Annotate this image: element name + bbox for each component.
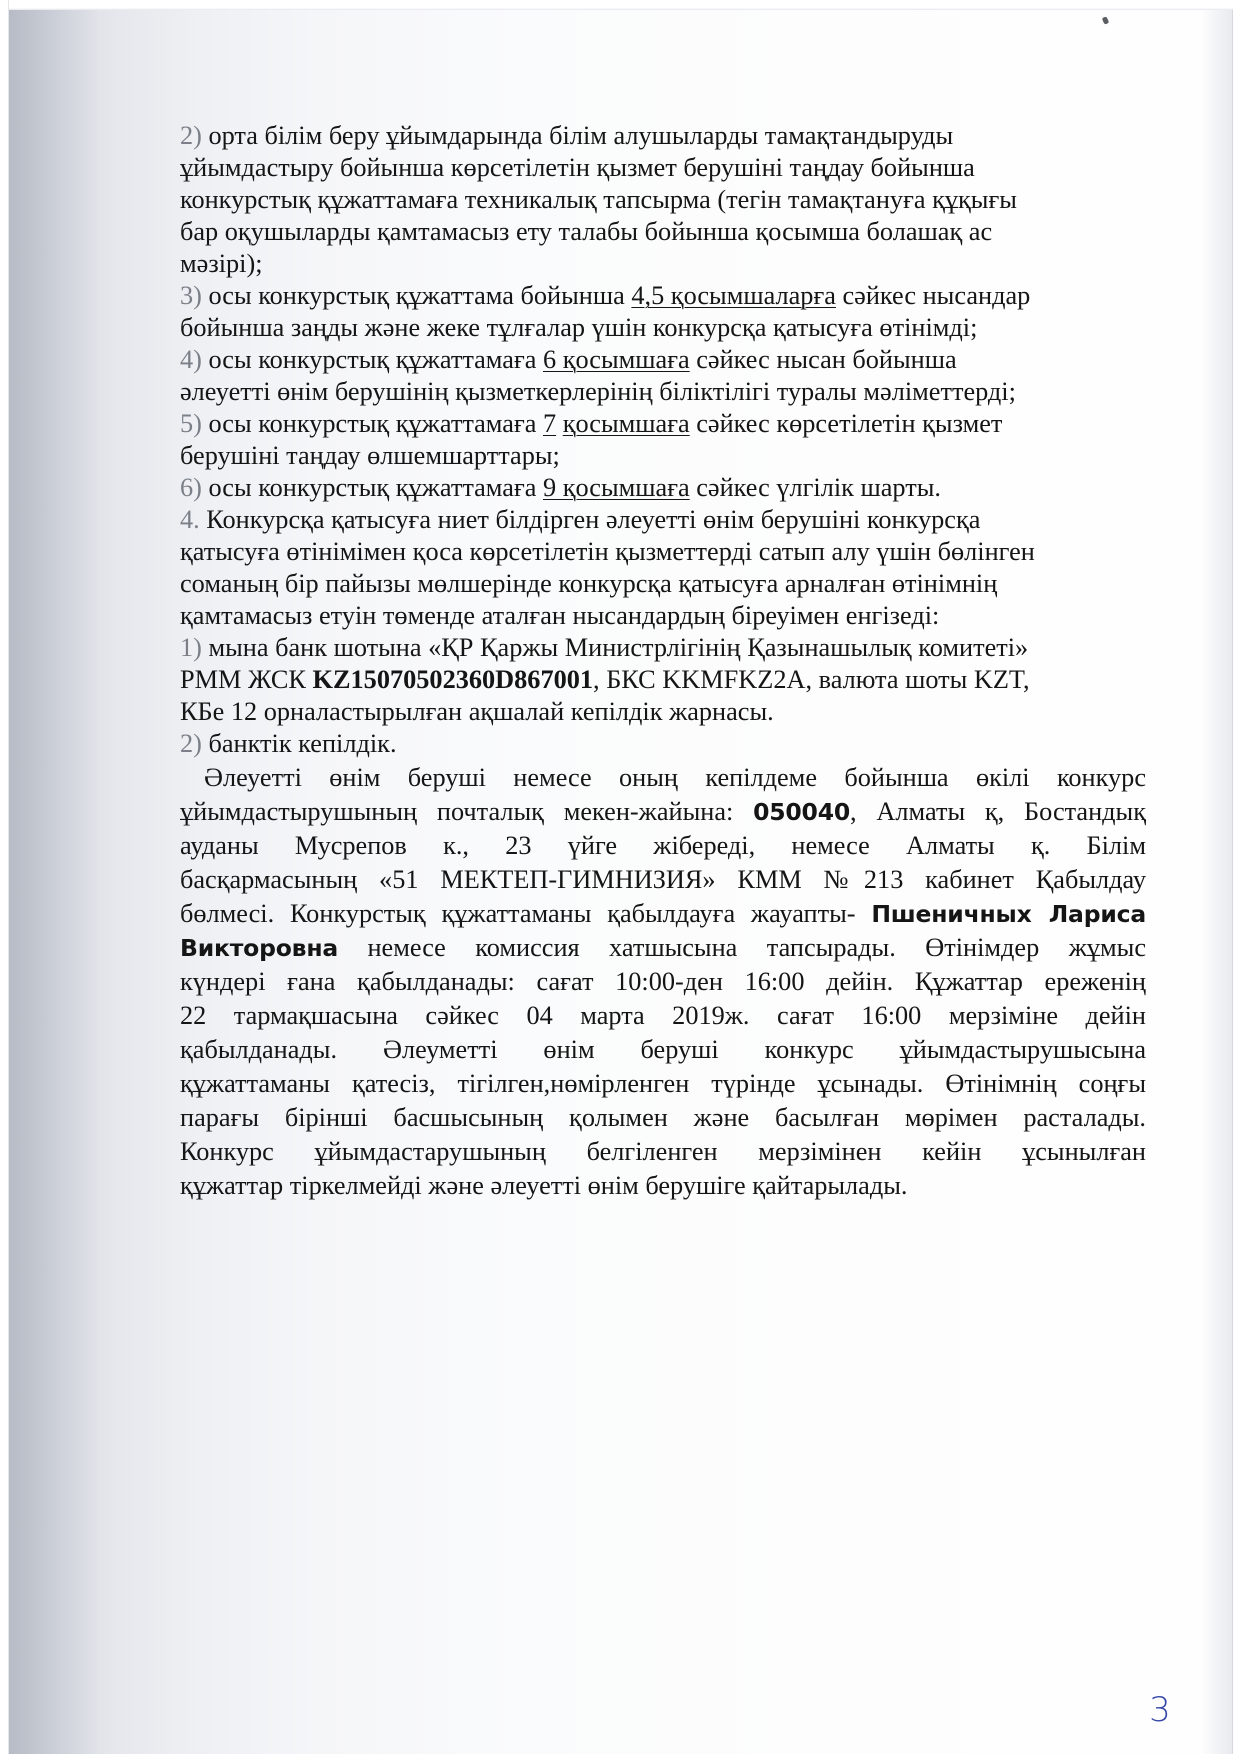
text-line: соманың бір пайызы мөлшерінде конкурсқа қатысуға арналған өтінімнің xyxy=(180,569,998,598)
text-line: қамтамасыз етуін төменде аталған нысандардың біреуімен енгізеді: xyxy=(180,601,940,630)
text-line: 3) осы конкурстық құжаттама бойынша 4,5 қосымшаларға сәйкес нысандар xyxy=(180,281,1031,310)
text-line: құжаттаманы қатесіз, тігілген,нөмірленген түрінде ұсынады. Өтінімнің соңғы xyxy=(180,1069,1146,1098)
text-line: басқармасының «51 МЕКТЕП-ГИМНИЗИЯ» КММ №213 кабинет Қабылдау xyxy=(180,865,1146,894)
list-number: 5) xyxy=(180,409,202,438)
text-line: 2) орта білім беру ұйымдарында білім алушыларды тамақтандыруды xyxy=(180,121,954,150)
page-right-edge xyxy=(1232,10,1240,1754)
list-number: 1) xyxy=(180,633,202,662)
handwritten-page-number: 3 xyxy=(1149,1690,1171,1730)
appendix-reference: 9 қосымшаға xyxy=(542,473,690,502)
list-number: 2) xyxy=(180,729,202,758)
text-line: конкурстық құжаттамаға техникалық тапсырма (тегін тамақтануға құқығы xyxy=(180,185,1017,214)
responsible-person: Викторовна xyxy=(180,934,339,962)
text-line: 1) мына банк шотына «ҚР Қаржы Министрлігінің Қазынашылық комитеті» xyxy=(180,633,1029,662)
list-number: 6) xyxy=(180,473,202,502)
list-number: 4) xyxy=(180,345,202,374)
binding-shadow xyxy=(9,10,99,1754)
account-number: KZ15070502360D867001 xyxy=(312,665,594,694)
text-line: Әлеуетті өнім беруші немесе оның кепілдеме бойынша өкілі конкурс xyxy=(204,763,1146,792)
postal-code: 050040 xyxy=(753,798,851,826)
text-line: Конкурс ұйымдастарушының белгіленген мерзімінен кейін ұсынылған xyxy=(180,1137,1146,1166)
text-line: 5) осы конкурстық құжаттамаға 7 қосымшаға сәйкес көрсетілетін қызмет xyxy=(180,409,1003,438)
appendix-reference: 6 қосымшаға xyxy=(542,345,690,374)
text-line: ауданы Мусрепов к., 23 үйге жібереді, немесе Алматы қ. Білім xyxy=(180,831,1146,860)
responsible-person: Пшеничных Лариса xyxy=(871,900,1146,928)
text-line: 4. Конкурсқа қатысуға ниет білдірген әлеуетті өнім берушіні конкурсқа xyxy=(180,505,981,534)
text-line: қабылданады. Әлеуметті өнім беруші конкурс ұйымдастырушысына xyxy=(180,1035,1146,1064)
list-number: 3) xyxy=(180,281,202,310)
text-line: бар оқушыларды қамтамасыз ету талабы бойынша қосымша болашақ ас xyxy=(180,217,993,246)
text-line: 22 тармақшасына сәйкес 04 марта 2019ж. сағат 16:00 мерзіміне дейін xyxy=(180,1001,1146,1030)
text-line: парағы бірінші басшысының қолымен және басылған мөрімен расталады. xyxy=(180,1103,1146,1132)
appendix-reference: қосымшаға xyxy=(562,409,690,438)
section-number: 4. xyxy=(180,505,200,534)
text-line: берушіні таңдау өлшемшарттары; xyxy=(180,441,560,470)
text-line: құжаттар тіркелмейді және әлеуетті өнім берушіге қайтарылады. xyxy=(180,1171,908,1200)
text-line: бөлмесі. Конкурстық құжаттаманы қабылдауға жауапты- Пшеничных Лариса xyxy=(180,899,1146,928)
text-line: әлеуетті өнім берушінің қызметкерлерінің біліктілігі туралы мәліметтерді; xyxy=(180,377,1016,406)
text-line: РММ ЖСК KZ15070502360D867001, БКС KKMFKZ2A, валюта шоты KZT, xyxy=(180,665,1030,694)
appendix-reference: 7 xyxy=(542,409,557,438)
page-top-edge xyxy=(9,0,1233,10)
text-line: 6) осы конкурстық құжаттамаға 9 қосымшаға сәйкес үлгілік шарты. xyxy=(180,473,941,502)
text-line: күндері ғана қабылданады: сағат 10:00-ден 16:00 дейін. Құжаттар ереженің xyxy=(180,967,1146,996)
text-line: 4) осы конкурстық құжаттамаға 6 қосымшаға сәйкес нысан бойынша xyxy=(180,345,957,374)
text-line: ұйымдастырушының почталық мекен-жайына: 050040, Алматы қ, Бостандық xyxy=(180,797,1146,826)
list-number: 2) xyxy=(180,121,202,150)
text-line: мәзірі); xyxy=(180,249,263,278)
text-line: ұйымдастыру бойынша көрсетілетін қызмет берушіні таңдау бойынша xyxy=(180,153,975,182)
text-line: КБе 12 орналастырылған ақшалай кепілдік жарнасы. xyxy=(180,697,774,726)
text-line: Викторовна немесе комиссия хатшысына тапсырады. Өтінімдер жұмыс xyxy=(180,933,1146,962)
text-line: бойынша заңды және жеке тұлғалар үшін конкурсқа қатысуға өтінімді; xyxy=(180,313,978,342)
appendix-reference: 4,5 қосымшаларға xyxy=(631,281,836,310)
text-line: қатысуға өтінімімен қоса көрсетілетін қызметтерді сатып алу үшін бөлінген xyxy=(180,537,1035,566)
text-line: 2) банктік кепілдік. xyxy=(180,729,397,758)
